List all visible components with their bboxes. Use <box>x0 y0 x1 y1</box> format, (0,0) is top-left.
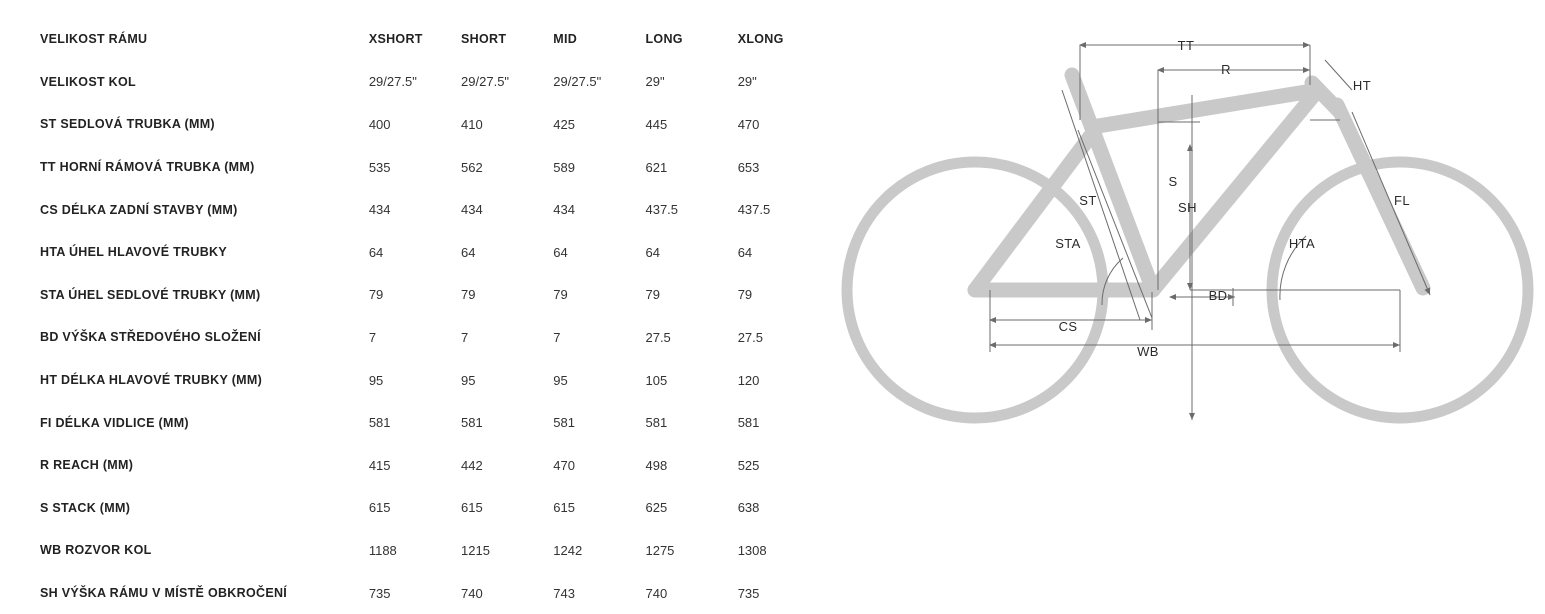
row-label: BD VÝŠKA STŘEDOVÉHO SLOŽENÍ <box>40 330 261 345</box>
cell-value: 105 <box>645 372 668 388</box>
column-header-mid: MID <box>553 32 578 47</box>
cell-value: 581 <box>461 415 483 431</box>
label-ht: HT <box>1352 78 1372 93</box>
cell-value: 581 <box>553 415 575 431</box>
cell-value: 1215 <box>461 542 490 558</box>
cell-value: 64 <box>737 244 753 260</box>
row-label: TT HORNÍ RÁMOVÁ TRUBKA (MM) <box>40 160 255 175</box>
cell-value: 581 <box>645 415 668 431</box>
cell-value: 410 <box>461 116 483 132</box>
label-fl: FL <box>1394 193 1410 208</box>
cell-value: 434 <box>553 202 575 218</box>
table-row <box>40 103 830 146</box>
cell-value: 470 <box>737 116 760 132</box>
row-label: SH VÝŠKA RÁMU V MÍSTĚ OBKROČENÍ <box>40 586 288 601</box>
cell-value: 735 <box>368 585 391 601</box>
label-r: R <box>1221 62 1231 77</box>
cell-value: 79 <box>645 287 660 303</box>
cell-value: 64 <box>368 244 384 260</box>
table-row <box>40 61 830 104</box>
cell-value: 653 <box>737 159 760 175</box>
table-row <box>40 231 830 274</box>
table-header <box>40 18 830 61</box>
label-cs: CS <box>1058 319 1078 334</box>
column-header-long: LONG <box>645 32 683 47</box>
cell-value: 470 <box>553 457 575 473</box>
row-label: HTA ÚHEL HLAVOVÉ TRUBKY <box>40 245 227 260</box>
table-body <box>40 61 830 614</box>
cell-value: 735 <box>737 585 760 601</box>
cell-value: 589 <box>553 159 575 175</box>
cell-value: 29" <box>645 74 665 90</box>
cell-value: 120 <box>737 372 760 388</box>
cell-value: 79 <box>737 287 753 303</box>
table-row <box>40 188 830 231</box>
cell-value: 535 <box>368 159 391 175</box>
row-label: FI DÉLKA VIDLICE (MM) <box>40 415 189 430</box>
row-label: CS DÉLKA ZADNÍ STAVBY (MM) <box>40 202 238 217</box>
cell-value: 29/27.5" <box>553 74 602 90</box>
cell-value: 442 <box>461 457 483 473</box>
cell-value: 1242 <box>553 542 583 558</box>
cell-value: 95 <box>553 372 568 388</box>
cell-value: 79 <box>461 287 476 303</box>
table-row <box>40 359 830 402</box>
cell-value: 29/27.5" <box>368 74 417 90</box>
cell-value: 562 <box>461 159 483 175</box>
cell-value: 7 <box>368 329 377 345</box>
cell-value: 95 <box>368 372 384 388</box>
cell-value: 615 <box>368 500 391 516</box>
cell-value: 498 <box>645 457 668 473</box>
cell-value: 434 <box>461 202 483 218</box>
label-st: ST <box>1079 193 1097 208</box>
cell-value: 64 <box>645 244 660 260</box>
geometry-table <box>40 18 830 614</box>
cell-value: 7 <box>553 329 561 345</box>
label-bd: BD <box>1208 288 1228 303</box>
column-header-short: SHORT <box>461 32 507 47</box>
cell-value: 740 <box>645 585 668 601</box>
label-tt: TT <box>1177 38 1195 53</box>
cell-value: 425 <box>553 116 575 132</box>
row-label: WB ROZVOR KOL <box>40 543 152 558</box>
cell-value: 525 <box>737 457 760 473</box>
label-sta: STA <box>1055 236 1081 251</box>
cell-value: 7 <box>461 329 469 345</box>
label-hta: HTA <box>1288 236 1316 251</box>
cell-value: 445 <box>645 116 668 132</box>
table-row <box>40 274 830 317</box>
label-sh: SH <box>1178 200 1197 215</box>
cell-value: 27.5 <box>645 329 671 345</box>
cell-value: 615 <box>553 500 575 516</box>
cell-value: 434 <box>368 202 391 218</box>
table-row <box>40 401 830 444</box>
label-wb: WB <box>1137 344 1159 359</box>
cell-value: 638 <box>737 500 760 516</box>
column-header-xlong: XLONG <box>737 32 784 47</box>
row-label: ST SEDLOVÁ TRUBKA (MM) <box>40 117 215 132</box>
cell-value: 95 <box>461 372 476 388</box>
row-label: VELIKOST KOL <box>40 74 136 89</box>
table-row <box>40 146 830 189</box>
cell-value: 581 <box>368 415 391 431</box>
cell-value: 415 <box>368 457 391 473</box>
table-row <box>40 572 830 614</box>
cell-value: 29/27.5" <box>461 74 510 90</box>
cell-value: 621 <box>645 159 668 175</box>
cell-value: 79 <box>368 287 384 303</box>
row-label: STA ÚHEL SEDLOVÉ TRUBKY (MM) <box>40 287 261 302</box>
cell-value: 400 <box>368 116 391 132</box>
column-header-xshort: XSHORT <box>368 32 423 47</box>
table-row <box>40 529 830 572</box>
cell-value: 64 <box>553 244 568 260</box>
table-row <box>40 316 830 359</box>
table-row <box>40 487 830 530</box>
cell-value: 581 <box>737 415 760 431</box>
cell-value: 740 <box>461 585 483 601</box>
bike-geometry-diagram <box>840 0 1545 606</box>
cell-value: 79 <box>553 287 568 303</box>
cell-value: 437.5 <box>645 202 679 218</box>
label-s: S <box>1168 174 1178 189</box>
cell-value: 1188 <box>368 542 397 558</box>
cell-value: 625 <box>645 500 668 516</box>
cell-value: 615 <box>461 500 483 516</box>
table-row <box>40 444 830 487</box>
cell-value: 29" <box>737 74 757 90</box>
cell-value: 437.5 <box>737 202 771 218</box>
cell-value: 27.5 <box>737 329 764 345</box>
row-label: HT DÉLKA HLAVOVÉ TRUBKY (MM) <box>40 373 263 388</box>
cell-value: 1308 <box>737 542 767 558</box>
table-header-row <box>40 18 830 61</box>
cell-value: 743 <box>553 585 575 601</box>
row-label: S STACK (MM) <box>40 500 131 515</box>
cell-value: 1275 <box>645 542 675 558</box>
cell-value: 64 <box>461 244 476 260</box>
column-header-frame-size: VELIKOST RÁMU <box>40 32 148 47</box>
row-label: R REACH (MM) <box>40 458 134 473</box>
